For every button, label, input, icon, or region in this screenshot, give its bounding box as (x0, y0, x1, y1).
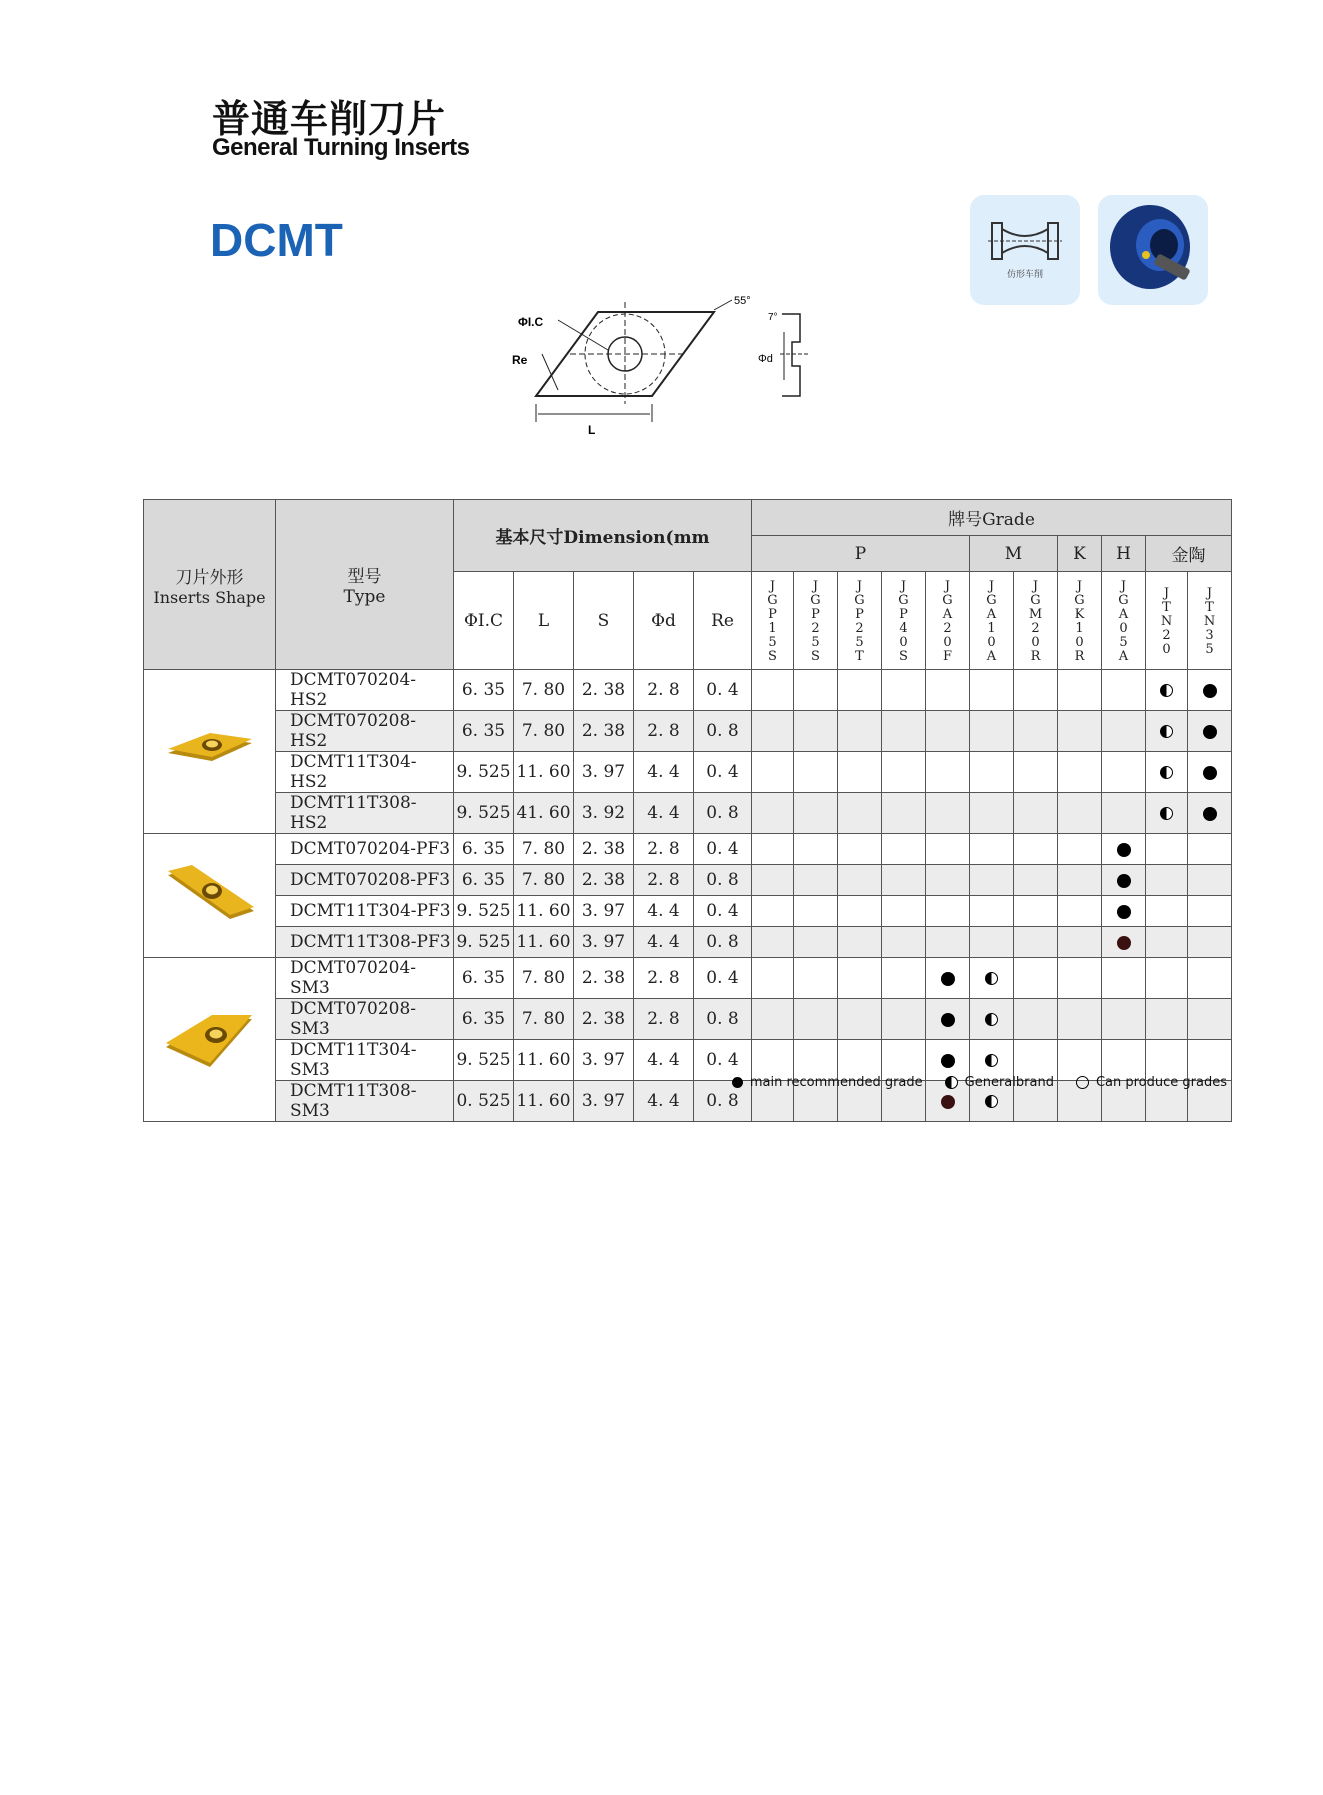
dimension-cell: 2. 38 (574, 834, 634, 865)
dimension-cell: 0. 8 (694, 711, 752, 752)
dimension-cell: 9. 525 (454, 752, 514, 793)
insert-shape-cell (144, 958, 276, 1122)
dimension-cell: 6. 35 (454, 711, 514, 752)
legend-can-label: Can produce grades (1095, 1075, 1227, 1090)
profile-icon-caption: 仿形车削 (1006, 270, 1043, 280)
l-label: L (588, 423, 596, 437)
dimension-cell: 4. 4 (634, 1040, 694, 1081)
grade-cell (1146, 834, 1188, 865)
grade-code-label: JGP25T (852, 578, 867, 663)
insert-image (160, 853, 260, 933)
grade-cell (1146, 793, 1188, 834)
grade-cell (838, 834, 882, 865)
dimension-cell: 9. 525 (454, 927, 514, 958)
grade-cell (752, 670, 794, 711)
dimension-cell: 11. 60 (514, 896, 574, 927)
dimension-cell: 2. 38 (574, 865, 634, 896)
grade-cell (838, 752, 882, 793)
type-cell: DCMT11T308-HS2 (276, 793, 454, 834)
dimension-cell: 2. 8 (634, 670, 694, 711)
type-cell: DCMT070204-PF3 (276, 834, 454, 865)
dimension-cell: 7. 80 (514, 670, 574, 711)
insert-image (160, 709, 260, 789)
dimension-cell: 3. 97 (574, 896, 634, 927)
grade-col-header (1188, 572, 1232, 670)
grade-cell (1102, 865, 1146, 896)
main-grade-mark (941, 1095, 955, 1109)
grade-cell (1102, 752, 1146, 793)
dimension-cell: 0. 4 (694, 958, 752, 999)
grade-cell (752, 711, 794, 752)
dimension-cell: 4. 4 (634, 1081, 694, 1122)
grade-col-header (1058, 572, 1102, 670)
table-row (144, 793, 1232, 834)
type-cell: DCMT070204-HS2 (276, 670, 454, 711)
grade-cell (926, 865, 970, 896)
grade-cell (794, 793, 838, 834)
dimension-cell: 7. 80 (514, 865, 574, 896)
dimension-cell: 7. 80 (514, 711, 574, 752)
grade-col-header (926, 572, 970, 670)
dimension-cell: 4. 4 (634, 896, 694, 927)
dimension-cell: 9. 525 (454, 896, 514, 927)
grade-cell (1014, 927, 1058, 958)
type-cell: DCMT070204-SM3 (276, 958, 454, 999)
grade-cell (970, 999, 1014, 1040)
main-grade-mark (1117, 843, 1131, 857)
main-grade-mark (1117, 874, 1131, 888)
grade-col-header (970, 572, 1014, 670)
half-dot-icon (945, 1076, 958, 1089)
dimension-cell: 0. 4 (694, 1040, 752, 1081)
grade-cell (882, 999, 926, 1040)
grade-cell (1188, 670, 1232, 711)
grade-cell (838, 793, 882, 834)
table-row (144, 711, 1232, 752)
grade-cell (1058, 752, 1102, 793)
grade-cell (1188, 958, 1232, 999)
type-cell: DCMT070208-HS2 (276, 711, 454, 752)
grade-col-header (794, 572, 838, 670)
grade-cell (1188, 999, 1232, 1040)
dimension-cell: 41. 60 (514, 793, 574, 834)
grade-cell (838, 670, 882, 711)
dimension-cell: 4. 4 (634, 927, 694, 958)
clearance-label: 7° (768, 312, 778, 323)
general-grade-mark (1160, 725, 1173, 738)
dimension-cell: 2. 38 (574, 670, 634, 711)
general-grade-mark (985, 1054, 998, 1067)
dimension-cell: 3. 97 (574, 752, 634, 793)
dimension-cell: 3. 97 (574, 927, 634, 958)
grade-cell (926, 927, 970, 958)
grade-cell (926, 711, 970, 752)
dimension-col-header: ΦI.C (454, 572, 514, 670)
grade-cell (970, 896, 1014, 927)
grade-col-header (882, 572, 926, 670)
dimension-cell: 6. 35 (454, 865, 514, 896)
grade-cell (1102, 793, 1146, 834)
grade-col-header (1102, 572, 1146, 670)
dimension-cell: 0. 8 (694, 865, 752, 896)
grade-cell (752, 865, 794, 896)
boring-tool-icon (1098, 195, 1208, 305)
dimension-cell: 6. 35 (454, 834, 514, 865)
specification-table (143, 499, 1232, 1122)
grade-code-label: JGM20R (1028, 578, 1043, 663)
grade-cell (1014, 896, 1058, 927)
dimension-cell: 2. 8 (634, 958, 694, 999)
general-grade-mark (1160, 766, 1173, 779)
dimension-cell: 3. 92 (574, 793, 634, 834)
insert-side-view (782, 314, 800, 396)
dimension-col-header: L (514, 572, 574, 670)
grade-cell (1102, 999, 1146, 1040)
grade-cell (1014, 793, 1058, 834)
dimension-cell: 0. 8 (694, 999, 752, 1040)
table-row (144, 865, 1232, 896)
dimension-cell: 6. 35 (454, 670, 514, 711)
grade-cell (838, 999, 882, 1040)
grade-code-label: JGA20F (940, 578, 955, 663)
grade-cell (838, 958, 882, 999)
dimension-cell: 0. 525 (454, 1081, 514, 1122)
main-grade-mark (941, 1054, 955, 1068)
grade-cell (838, 711, 882, 752)
grade-cell (794, 670, 838, 711)
main-grade-mark (1117, 936, 1131, 950)
main-grade-mark (1117, 905, 1131, 919)
grade-cell (794, 958, 838, 999)
grade-cell (1102, 958, 1146, 999)
dimension-cell: 11. 60 (514, 1081, 574, 1122)
grade-cell (882, 711, 926, 752)
dimension-cell: 9. 525 (454, 1040, 514, 1081)
grade-cell (794, 865, 838, 896)
grade-cell (1188, 752, 1232, 793)
dimension-cell: 2. 8 (634, 834, 694, 865)
main-grade-mark (1203, 807, 1217, 821)
grade-cell (1188, 834, 1232, 865)
grade-cell (882, 752, 926, 793)
grade-cell (970, 711, 1014, 752)
grade-cell (1188, 711, 1232, 752)
general-grade-mark (1160, 807, 1173, 820)
grade-cell (882, 958, 926, 999)
grade-code-label: JGP25S (808, 578, 823, 663)
grade-cell (1188, 927, 1232, 958)
grade-cell (838, 865, 882, 896)
profile-turning-icon (970, 195, 1080, 305)
dimension-cell: 11. 60 (514, 1040, 574, 1081)
grade-cell (1014, 834, 1058, 865)
re-label: Re (512, 353, 528, 367)
grade-cell (882, 865, 926, 896)
shape-header-cn: 刀片外形 (175, 567, 244, 588)
angle-label: 55° (734, 295, 751, 307)
grade-code-label: JTN35 (1202, 585, 1217, 656)
type-cell: DCMT070208-PF3 (276, 865, 454, 896)
dimension-cell: 11. 60 (514, 752, 574, 793)
dimension-cell: 0. 4 (694, 834, 752, 865)
grade-cell (1058, 711, 1102, 752)
insert-shape-cell (144, 670, 276, 834)
grade-cell (926, 999, 970, 1040)
grade-cell (926, 958, 970, 999)
dimension-cell: 3. 97 (574, 1081, 634, 1122)
grade-col-header (1014, 572, 1058, 670)
page-title-cn: 普通车削刀片 (212, 97, 447, 141)
grade-cell (794, 711, 838, 752)
grade-cell (1058, 927, 1102, 958)
grade-cell (752, 752, 794, 793)
type-header (276, 500, 454, 670)
grade-cell (752, 927, 794, 958)
grade-cell (1146, 865, 1188, 896)
dimension-cell: 0. 8 (694, 927, 752, 958)
grade-header: 牌号Grade (752, 500, 1232, 536)
grade-cell (1058, 896, 1102, 927)
ic-label: ΦI.C (518, 315, 544, 329)
grade-cell (1014, 670, 1058, 711)
grade-cell (1058, 793, 1102, 834)
grade-cell (970, 927, 1014, 958)
empty-dot-icon (1076, 1076, 1089, 1089)
legend-main (732, 1075, 923, 1090)
grade-col-header (838, 572, 882, 670)
dimension-cell: 2. 38 (574, 999, 634, 1040)
grade-cell (1102, 896, 1146, 927)
dimension-cell: 7. 80 (514, 958, 574, 999)
type-cell: DCMT070208-SM3 (276, 999, 454, 1040)
type-cell: DCMT11T304-HS2 (276, 752, 454, 793)
grade-code-label: JGP15S (765, 578, 780, 663)
grade-cell (752, 793, 794, 834)
grade-cell (1146, 958, 1188, 999)
grade-cell (752, 958, 794, 999)
dimension-cell: 2. 8 (634, 865, 694, 896)
grade-cell (1014, 999, 1058, 1040)
grade-cell (970, 834, 1014, 865)
grade-cell (1188, 793, 1232, 834)
grade-cell (1058, 958, 1102, 999)
general-grade-mark (985, 1013, 998, 1026)
dimension-cell: 3. 97 (574, 1040, 634, 1081)
grade-cell (926, 752, 970, 793)
grade-cell (1146, 711, 1188, 752)
grade-cell (1102, 711, 1146, 752)
page-title-en: General Turning Inserts (212, 134, 470, 161)
grade-cell (970, 793, 1014, 834)
grade-cell (1188, 865, 1232, 896)
grade-cell (752, 999, 794, 1040)
grade-cell (1188, 896, 1232, 927)
grade-code-label: JGP40S (896, 578, 911, 663)
grade-cell (970, 752, 1014, 793)
legend-can (1076, 1075, 1227, 1090)
dimension-cell: 9. 525 (454, 793, 514, 834)
grade-cell (970, 958, 1014, 999)
table-row (144, 752, 1232, 793)
grade-cell (882, 670, 926, 711)
shape-header-en: Inserts Shape (153, 587, 266, 607)
dimension-cell: 2. 8 (634, 999, 694, 1040)
general-grade-mark (985, 1095, 998, 1108)
table-row (144, 896, 1232, 927)
insert-image (160, 997, 260, 1077)
insert-dimension-diagram (500, 292, 830, 442)
grade-group-header: P (752, 536, 970, 572)
grade-group-header: K (1058, 536, 1102, 572)
table-row (144, 927, 1232, 958)
grade-cell (1014, 865, 1058, 896)
legend-general (945, 1075, 1054, 1090)
insert-shape-cell (144, 834, 276, 958)
grade-cell (794, 834, 838, 865)
grade-cell (1102, 834, 1146, 865)
grade-cell (882, 834, 926, 865)
grade-cell (882, 927, 926, 958)
grade-group-header: H (1102, 536, 1146, 572)
type-cell: DCMT11T308-SM3 (276, 1081, 454, 1122)
grade-cell (838, 896, 882, 927)
table-row (144, 999, 1232, 1040)
grade-col-header (752, 572, 794, 670)
grade-cell (970, 670, 1014, 711)
grade-cell (838, 927, 882, 958)
grade-cell (794, 752, 838, 793)
grade-cell (1146, 896, 1188, 927)
grade-cell (794, 927, 838, 958)
general-grade-mark (985, 972, 998, 985)
dimension-cell: 0. 4 (694, 896, 752, 927)
grade-cell (1058, 834, 1102, 865)
grade-cell (794, 999, 838, 1040)
main-grade-mark (1203, 725, 1217, 739)
dimension-col-header: Re (694, 572, 752, 670)
shape-header (144, 500, 276, 670)
grade-cell (1146, 670, 1188, 711)
type-header-cn: 型号 (347, 567, 382, 587)
dimension-col-header: S (574, 572, 634, 670)
grade-cell (926, 896, 970, 927)
grade-cell (926, 834, 970, 865)
dimension-cell: 0. 8 (694, 1081, 752, 1122)
model-name: DCMT (210, 214, 343, 266)
grade-cell (926, 793, 970, 834)
dimension-cell: 6. 35 (454, 999, 514, 1040)
grade-cell (1102, 927, 1146, 958)
table-row (144, 834, 1232, 865)
dimension-header: 基本尺寸Dimension(mm (454, 500, 752, 572)
grade-code-label: JGK10R (1072, 578, 1087, 663)
filled-dot-icon (732, 1077, 743, 1088)
dimension-cell: 2. 38 (574, 711, 634, 752)
grade-group-header: M (970, 536, 1058, 572)
dimension-cell: 7. 80 (514, 999, 574, 1040)
dimension-cell: 4. 4 (634, 752, 694, 793)
type-cell: DCMT11T308-PF3 (276, 927, 454, 958)
dimension-cell: 0. 4 (694, 752, 752, 793)
grade-cell (1058, 865, 1102, 896)
legend-main-label: main recommended grade (749, 1075, 923, 1090)
main-grade-mark (941, 1013, 955, 1027)
grade-cell (1146, 752, 1188, 793)
grade-cell (1014, 958, 1058, 999)
grade-cell (1102, 670, 1146, 711)
legend-general-label: Generalbrand (964, 1075, 1054, 1090)
grade-cell (752, 834, 794, 865)
grade-group-header: 金陶 (1146, 536, 1232, 572)
main-grade-mark (1203, 766, 1217, 780)
type-cell: DCMT11T304-SM3 (276, 1040, 454, 1081)
table-row (144, 958, 1232, 999)
dimension-cell: 11. 60 (514, 927, 574, 958)
general-grade-mark (1160, 684, 1173, 697)
type-cell: DCMT11T304-PF3 (276, 896, 454, 927)
grade-cell (1058, 999, 1102, 1040)
dimension-col-header: Φd (634, 572, 694, 670)
grade-cell (1146, 999, 1188, 1040)
grade-cell (1058, 670, 1102, 711)
grade-cell (1014, 711, 1058, 752)
grade-code-label: JGA05A (1116, 578, 1131, 663)
type-header-en: Type (343, 587, 386, 607)
dimension-cell: 2. 38 (574, 958, 634, 999)
dimension-cell: 0. 8 (694, 793, 752, 834)
grade-cell (794, 896, 838, 927)
main-grade-mark (1203, 684, 1217, 698)
dimension-cell: 7. 80 (514, 834, 574, 865)
dimension-cell: 0. 4 (694, 670, 752, 711)
grade-cell (970, 865, 1014, 896)
dimension-cell: 4. 4 (634, 793, 694, 834)
grade-code-label: JTN20 (1159, 585, 1174, 656)
grade-legend (732, 1075, 1227, 1090)
grade-cell (1146, 927, 1188, 958)
dimension-cell: 2. 8 (634, 711, 694, 752)
grade-cell (1014, 752, 1058, 793)
grade-col-header (1146, 572, 1188, 670)
grade-cell (926, 670, 970, 711)
grade-cell (752, 896, 794, 927)
table-row (144, 670, 1232, 711)
d-label: Φd (758, 353, 773, 365)
grade-cell (882, 793, 926, 834)
grade-code-label: JGA10A (984, 578, 999, 663)
main-grade-mark (941, 972, 955, 986)
grade-cell (882, 896, 926, 927)
dimension-cell: 6. 35 (454, 958, 514, 999)
